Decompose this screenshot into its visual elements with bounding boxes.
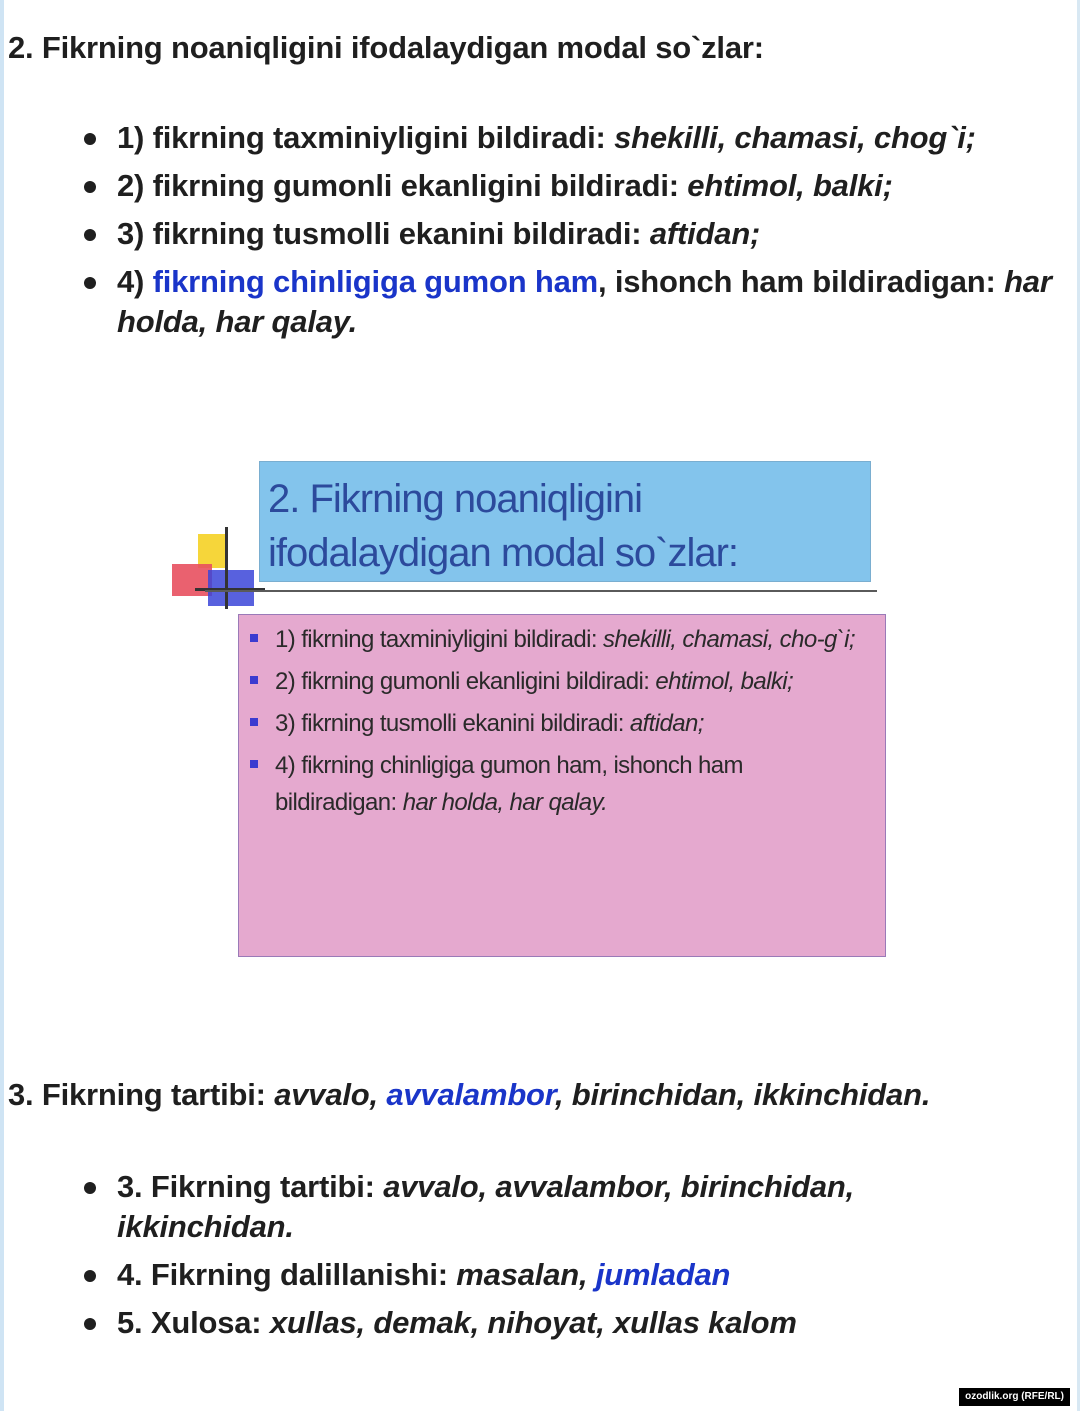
left-border <box>0 0 4 1411</box>
slide-list-item <box>247 747 867 821</box>
heading-example: , birinchidan, ikkinchidan. <box>554 1077 931 1112</box>
item-examples: har holda, har qalay. <box>117 264 1052 339</box>
item-examples: ehtimol, balki; <box>687 168 893 203</box>
item-number: 4) <box>117 264 153 299</box>
list-item <box>82 118 1072 158</box>
source-credit: ozodlik.org (RFE/RL) <box>959 1388 1070 1406</box>
heading-example: avvalo, <box>274 1077 387 1112</box>
item-label: 3. Fikrning tartibi: <box>117 1169 384 1204</box>
slide-title-line1: 2. Fikrning noaniqligini <box>268 477 643 521</box>
item-examples: har holda, har qalay. <box>402 789 608 816</box>
item-examples: ehtimol, balki; <box>655 668 794 695</box>
section3-heading <box>8 1075 930 1115</box>
item-examples: shekilli, chamasi, chog`i; <box>614 120 976 155</box>
item-examples: shekilli, chamasi, cho-g`i; <box>603 626 855 653</box>
item-label: 3) fikrning tusmolli ekanini bildiradi: <box>275 710 630 737</box>
item-examples: aftidan; <box>629 710 704 737</box>
item-label: , ishonch ham bildiradigan: <box>598 264 1005 299</box>
heading-label: 3. Fikrning tartibi: <box>8 1077 275 1112</box>
slide-list-item <box>247 705 867 742</box>
slide-list <box>247 621 867 826</box>
item-label: 3) fikrning tusmolli ekanini bildiradi: <box>117 216 650 251</box>
section2-list <box>82 118 1072 350</box>
item-label: 1) fikrning taxminiyligini bildiradi: <box>275 626 604 653</box>
heading-example-highlight: avvalambor <box>386 1077 555 1112</box>
list-item <box>82 1255 912 1295</box>
item-examples-highlight: jumladan <box>595 1257 731 1292</box>
slide-list-item <box>247 663 867 700</box>
item-label: 4. Fikrning dalillanishi: <box>117 1257 457 1292</box>
list-item <box>82 214 1072 254</box>
list-item <box>82 166 1072 206</box>
slide-body <box>238 614 886 957</box>
item-label: 2) fikrning gumonli ekanligini bildiradi: <box>275 668 656 695</box>
slide-list-item <box>247 621 867 658</box>
item-label: 5. Xulosa: <box>117 1305 270 1340</box>
section2-heading: 2. Fikrning noaniqligini ifodalaydigan modal so`zlar: <box>8 30 764 65</box>
item-label: 4) fikrning chinligiga gumon ham, ishonch ham bildiradigan: <box>275 752 743 816</box>
item-examples: aftidan; <box>649 216 761 251</box>
item-label: 2) fikrning gumonli ekanligini bildiradi: <box>117 168 688 203</box>
item-examples: xullas, demak, nihoyat, xullas kalom <box>269 1305 797 1340</box>
item-label: 1) fikrning taxminiyligini bildiradi: <box>117 120 615 155</box>
list-item <box>82 262 1072 342</box>
slide-title-box <box>259 461 871 582</box>
slide-title-line2: ifodalaydigan modal so`zlar: <box>268 531 739 575</box>
list-item <box>82 1303 912 1343</box>
list-item <box>82 1167 912 1247</box>
item-highlight: fikrning chinligiga gumon ham <box>152 264 599 299</box>
slide-title <box>268 472 738 580</box>
item-examples: avvalo, avvalambor, birinchidan, ikkinchidan. <box>117 1169 855 1244</box>
slide-decoration-icon <box>170 522 270 612</box>
section3-list <box>82 1167 912 1351</box>
slide-divider <box>205 590 877 592</box>
item-examples: masalan, <box>456 1257 596 1292</box>
